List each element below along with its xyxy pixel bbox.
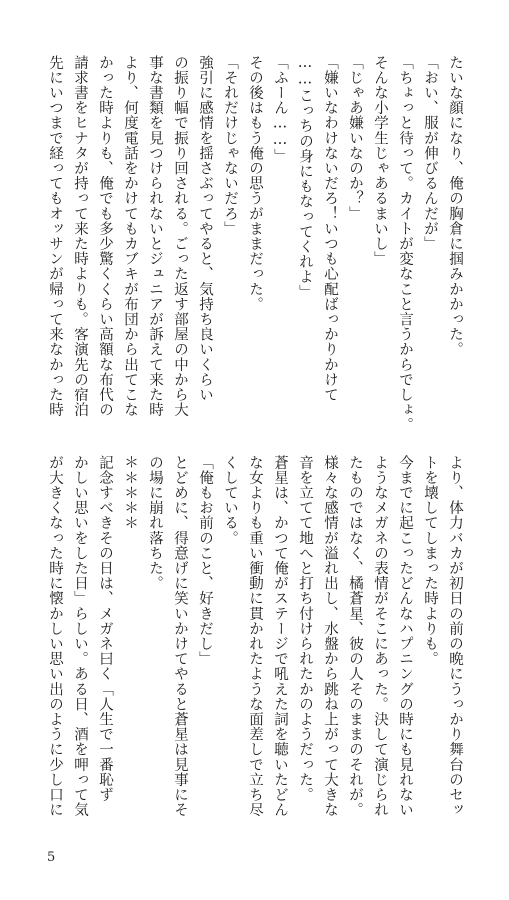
text-line: 強引に感情を揺さぶってやると、気持ち良いくらい	[197, 55, 213, 403]
text-line: 音を立てて地へと打ち付けられたかのようだった。	[297, 455, 313, 803]
text-block-top	[27, 55, 467, 455]
text-line: な女よりも重い衝動に貫かれたような面差しで立ち尽	[247, 455, 263, 818]
text-line: かしい思いをした日」らしい。ある日、酒を呷って気	[72, 455, 88, 818]
text-line: その後はもう俺の思うがままだった。	[247, 55, 263, 312]
text-line: 記念すべきその日は、メガネ曰く「人生で一番恥ず	[97, 455, 113, 803]
text-line: 「俺もお前のこと、好きだし」	[197, 455, 213, 667]
text-block-bottom	[27, 455, 467, 851]
text-line: 蒼星は、かつて俺がステージで吼えた詞を聴いたどん	[272, 455, 288, 818]
text-line: くしている。	[222, 455, 238, 546]
text-line: かった時よりも、俺でも多少驚くくらい高額な布代の	[97, 55, 113, 418]
text-line: が大きくなった時に懐かしい思い出のように少し口に	[47, 455, 63, 818]
text-line: ＊＊＊＊＊	[122, 455, 138, 531]
text-line: 今までに起こったどんなハプニングの時にも見れない	[397, 455, 413, 818]
text-line: 「ちょっと待って。カイトが変なこと言うからでしょ。	[397, 55, 413, 433]
text-line: 「嫌いなわけないだろ！いつも心配ばっかりかけて	[322, 55, 338, 403]
text-line: とどめに、得意げに笑いかけてやると蒼星は見事にそ	[172, 455, 188, 818]
text-line: の場に崩れ落ちた。	[147, 455, 163, 591]
text-line: ……こっちの身にもなってくれよ」	[297, 55, 313, 300]
text-line: 「じゃあ嫌いなのか？」	[347, 55, 363, 222]
text-line: そんな小学生じゃあるまいし」	[372, 55, 388, 267]
text-line: より、体力バカが初日の前の晩にうっかり舞台のセッ	[447, 455, 463, 818]
text-line: 請求書をヒナタが持って来た時よりも。客演先の宿泊	[72, 55, 88, 418]
text-line: 「それだけじゃないだろ」	[222, 55, 238, 237]
text-line: 事な書類を見つけられないとジュニアが訴えて来た時	[147, 55, 163, 418]
text-line: トを壊してしまった時よりも。	[422, 455, 438, 667]
text-line: ようなメガネの表情がそこにあった。決して演じられ	[372, 455, 388, 818]
text-line: 「おい、服が伸びるんだが」	[422, 55, 438, 252]
text-line: の振り幅で振り回される。ごった返す部屋の中から大	[172, 55, 188, 418]
text-line: たいな顔になり、俺の胸倉に掴みかかった。	[447, 55, 463, 357]
text-line: 「ふーん……」	[272, 55, 288, 164]
page-number: 5	[47, 850, 56, 865]
text-line: 先にいつまで経ってもオッサンが帰って来なかった時	[47, 55, 63, 418]
text-line: より、何度電話をかけてもカブキが布団から出てこな	[122, 55, 138, 418]
text-line: 様々な感情が溢れ出し、水盤から跳ね上がって大きな	[322, 455, 338, 818]
text-line: たものではなく、橘蒼星、彼の人そのままのそれが。	[347, 455, 363, 818]
